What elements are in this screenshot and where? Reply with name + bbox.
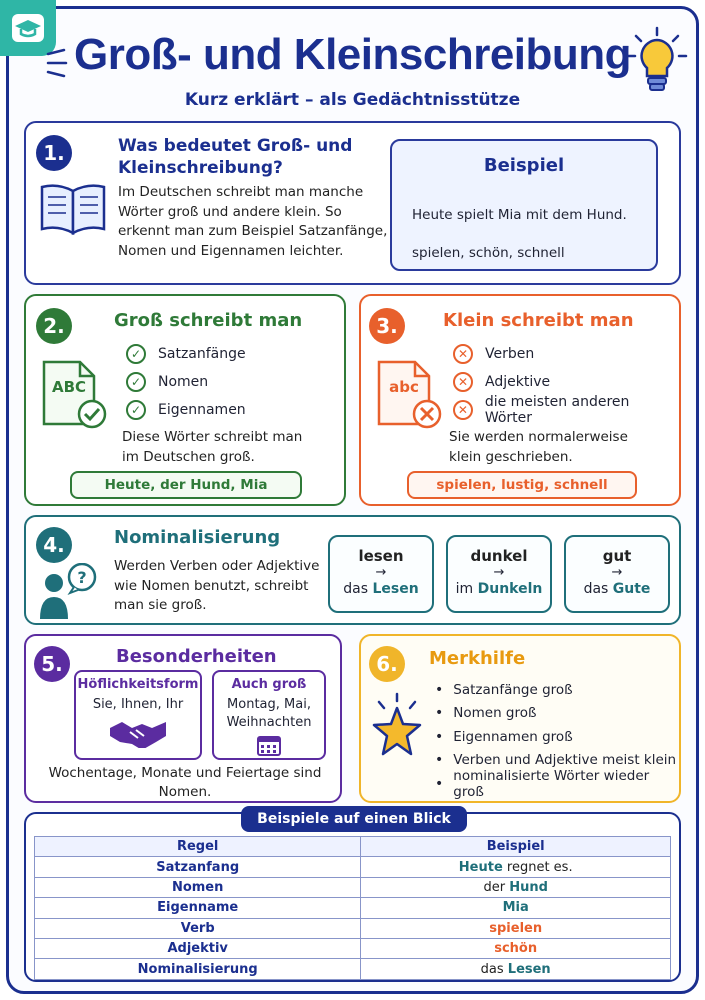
section-uppercase: [24, 294, 346, 506]
section-text: Wochentage, Monate und Feiertage sind Nomen.: [48, 765, 322, 800]
section-number: 4.: [36, 527, 72, 563]
example-cell: Heute regnet es.: [361, 857, 671, 877]
page-title: Groß- und Kleinschreibung: [73, 30, 632, 79]
check-icon: ✓: [126, 400, 146, 420]
document-cross-icon: [375, 358, 445, 432]
section-text: Diese Wörter schreibt man im Deutschen groß.: [122, 429, 303, 465]
table-row: [35, 938, 671, 958]
nominalization-example: [564, 535, 670, 613]
table-row: [35, 898, 671, 918]
arrow-icon: →: [375, 565, 387, 580]
person-question-icon: [38, 563, 100, 621]
section-number: 3.: [369, 308, 405, 344]
list-item: • Nomen groß: [435, 702, 679, 726]
section-text: Im Deutschen schreibt man manche Wörter groß und andere klein. So erkennt man zum Beispiel Satzanfänge, Nomen und Eigennamen leichter.: [118, 184, 388, 259]
list-item: ✓ Nomen: [126, 368, 246, 396]
rule-cell: Verb: [35, 918, 361, 938]
list-item: ✕ Adjektive: [453, 368, 679, 396]
list-item: ✓ Satzanfänge: [126, 340, 246, 368]
arrow-icon: →: [611, 565, 623, 580]
doc-label: ABC: [51, 378, 87, 396]
uppercase-list: [126, 340, 246, 424]
cross-icon: ✕: [453, 372, 473, 392]
column-header: Beispiel: [361, 837, 671, 857]
example-cell: schön: [361, 938, 671, 958]
example-pill: Heute, der Hund, Mia: [70, 471, 302, 499]
section-text: Sie werden normalerweise klein geschrieben.: [449, 429, 628, 465]
table-row: [35, 918, 671, 938]
cross-icon: ✕: [453, 400, 473, 420]
example-sentence: Heute spielt Mia mit dem Hund.: [412, 207, 627, 223]
table-title: Beispiele auf einen Blick: [241, 806, 467, 832]
list-item: • Verben und Adjektive meist klein: [435, 749, 679, 773]
also-capital-box: [212, 670, 326, 760]
doc-label: abc: [389, 378, 419, 396]
lightbulb-icon: [626, 26, 688, 100]
examples-table: [34, 836, 671, 980]
section-heading: Merkhilfe: [429, 648, 526, 669]
page-subtitle: Kurz erklärt – als Gedächtnisstütze: [184, 90, 521, 110]
table-row: [35, 857, 671, 877]
section-number: 2.: [36, 308, 72, 344]
section-lowercase: [359, 294, 681, 506]
section-heading: Nominalisierung: [114, 527, 281, 548]
example-box: [390, 139, 658, 271]
rule-cell: Eigenname: [35, 898, 361, 918]
list-item: ✓ Eigennamen: [126, 396, 246, 424]
section-nominalization: [24, 515, 681, 625]
example-pill: spielen, lustig, schnell: [407, 471, 637, 499]
list-item: • Eigennamen groß: [435, 725, 679, 749]
section-heading: Besonderheiten: [116, 646, 277, 667]
section-text: Werden Verben oder Adjektive wie Nomen benutzt, schreibt man sie groß.: [114, 558, 320, 613]
example-cell: Mia: [361, 898, 671, 918]
star-icon: [371, 692, 423, 758]
section-heading: Groß schreibt man: [114, 310, 303, 331]
check-icon: ✓: [126, 372, 146, 392]
table-row: [35, 959, 671, 979]
example-noun: das Lesen: [343, 581, 419, 597]
rule-cell: Satzanfang: [35, 857, 361, 877]
column-header: Regel: [35, 837, 361, 857]
list-item: ✕ die meisten anderen Wörter: [453, 396, 679, 424]
list-item: • Satzanfänge groß: [435, 678, 679, 702]
arrow-icon: →: [493, 565, 505, 580]
section-number: 6.: [369, 646, 405, 682]
list-item: • nominalisierte Wörter wieder groß: [435, 772, 679, 796]
table-row: [35, 877, 671, 897]
example-title: Beispiel: [483, 155, 565, 176]
rule-cell: Nominalisierung: [35, 959, 361, 979]
table-header-row: [35, 837, 671, 857]
calendar-icon: [256, 734, 282, 756]
examples-table-card: [24, 812, 681, 982]
rule-cell: Nomen: [35, 877, 361, 897]
example-adjective: gut: [602, 547, 632, 565]
example-cell: das Lesen: [361, 959, 671, 979]
example-verb: lesen: [358, 547, 404, 565]
section-memory-aid: [359, 634, 681, 803]
box-value: Montag, Mai, Weihnachten: [226, 697, 312, 730]
cross-icon: ✕: [453, 344, 473, 364]
example-noun: das Gute: [583, 581, 651, 597]
list-item: ✕ Verben: [453, 340, 679, 368]
section-number: 1.: [36, 135, 72, 171]
box-title: Auch groß: [231, 677, 307, 692]
svg-text:?: ?: [77, 568, 87, 587]
example-cell: der Hund: [361, 877, 671, 897]
example-words: spielen, schön, schnell: [412, 245, 565, 261]
lowercase-list: [453, 340, 679, 424]
check-icon: ✓: [126, 344, 146, 364]
section-special-cases: [24, 634, 342, 803]
example-cell: spielen: [361, 918, 671, 938]
memory-list: [435, 678, 679, 800]
example-adjective: dunkel: [470, 547, 528, 565]
box-title: Höflichkeitsform: [77, 677, 199, 692]
book-icon: [36, 181, 110, 237]
box-value: Sie, Ihnen, Ihr: [92, 697, 184, 712]
politeness-box: [74, 670, 202, 760]
example-noun: im Dunkeln: [455, 581, 543, 597]
handshake-icon: [108, 718, 168, 748]
rule-cell: Adjektiv: [35, 938, 361, 958]
document-check-icon: [40, 358, 110, 432]
nominalization-example: [446, 535, 552, 613]
nominalization-example: [328, 535, 434, 613]
section-heading: Klein schreibt man: [443, 310, 634, 331]
section-what-is-it: [24, 121, 681, 285]
section-number: 5.: [34, 646, 70, 682]
section-heading: Was bedeutet Groß- und Kleinschreibung?: [118, 136, 353, 178]
